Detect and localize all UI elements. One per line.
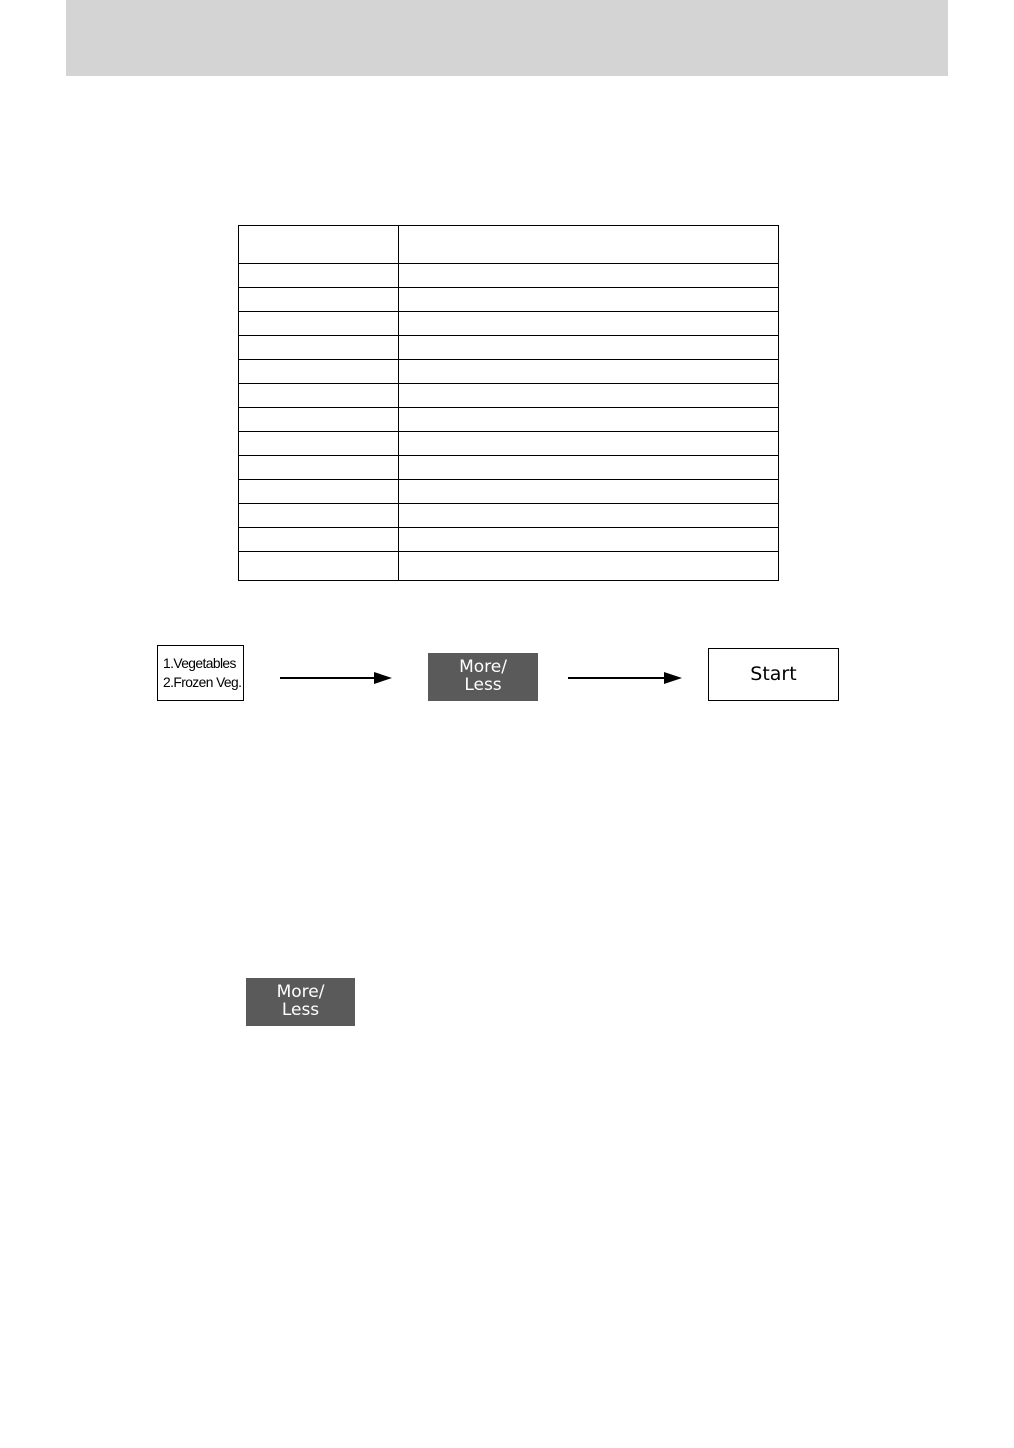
table-cell bbox=[399, 408, 779, 432]
table-row bbox=[239, 264, 779, 288]
table-cell bbox=[239, 480, 399, 504]
table-cell bbox=[239, 384, 399, 408]
more-less-line-1: More/ bbox=[276, 982, 325, 1002]
table-cell bbox=[239, 336, 399, 360]
table-cell bbox=[399, 528, 779, 552]
table-cell bbox=[399, 552, 779, 581]
menu-key-line-2: 2.Frozen Veg. bbox=[163, 674, 242, 690]
table-cell bbox=[399, 384, 779, 408]
table-cell bbox=[239, 528, 399, 552]
table-cell bbox=[399, 360, 779, 384]
table-cell bbox=[239, 552, 399, 581]
table-row bbox=[239, 528, 779, 552]
table-row bbox=[239, 504, 779, 528]
table-cell bbox=[239, 504, 399, 528]
table-cell bbox=[399, 264, 779, 288]
arrow-right-icon bbox=[566, 668, 684, 688]
table-cell bbox=[239, 408, 399, 432]
table-cell bbox=[399, 288, 779, 312]
table-row bbox=[239, 432, 779, 456]
table-cell bbox=[399, 456, 779, 480]
table-header-row bbox=[239, 226, 779, 264]
cooking-table bbox=[238, 225, 779, 581]
table-row bbox=[239, 480, 779, 504]
table-cell bbox=[239, 360, 399, 384]
table-header-cell bbox=[399, 226, 779, 264]
start-button[interactable]: Start bbox=[708, 648, 839, 701]
table-cell bbox=[399, 432, 779, 456]
table-row bbox=[239, 336, 779, 360]
table-row bbox=[239, 384, 779, 408]
table-cell bbox=[399, 312, 779, 336]
more-less-line-1: More/ bbox=[459, 657, 507, 677]
vegetables-menu-key[interactable] bbox=[157, 645, 244, 701]
table-cell bbox=[239, 288, 399, 312]
table-cell bbox=[399, 480, 779, 504]
table-header-cell bbox=[239, 226, 399, 264]
more-less-line-2: Less bbox=[281, 1000, 320, 1020]
table-row bbox=[239, 312, 779, 336]
menu-key-line-1: 1.Vegetables bbox=[163, 655, 236, 671]
table-cell bbox=[399, 336, 779, 360]
more-less-button[interactable] bbox=[428, 653, 538, 701]
more-less-line-2: Less bbox=[464, 675, 502, 695]
table-row bbox=[239, 456, 779, 480]
table-row bbox=[239, 408, 779, 432]
table-cell bbox=[239, 312, 399, 336]
table-cell bbox=[399, 504, 779, 528]
table-row bbox=[239, 288, 779, 312]
header-band bbox=[66, 0, 948, 76]
more-less-button-standalone[interactable] bbox=[246, 978, 355, 1026]
table-cell bbox=[239, 432, 399, 456]
table-row bbox=[239, 360, 779, 384]
arrow-right-icon bbox=[278, 668, 394, 688]
table-row bbox=[239, 552, 779, 581]
table-cell bbox=[239, 264, 399, 288]
table-cell bbox=[239, 456, 399, 480]
